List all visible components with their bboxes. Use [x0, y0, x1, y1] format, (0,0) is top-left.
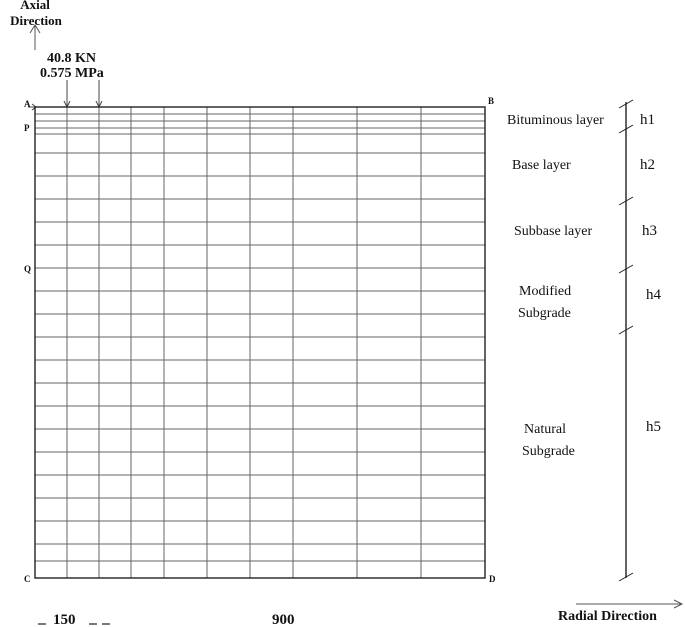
load-pressure-label: 0.575 MPa [40, 66, 104, 81]
axial-label-line1: Axial [20, 0, 50, 12]
layer-5-name-line1: Natural [524, 422, 566, 437]
layer-3-name: Subbase layer [514, 224, 593, 239]
corner-label-c: C [24, 574, 31, 584]
thickness-label-h5: h5 [646, 419, 661, 435]
layer-5-name-line2: Subgrade [522, 444, 575, 459]
layer-1-name: Bituminous layer [507, 113, 604, 128]
thickness-label-h2: h2 [640, 157, 655, 173]
corner-label-a: A [24, 99, 31, 109]
corner-label-q: Q [24, 264, 32, 274]
load-arrow-right [96, 80, 102, 107]
load-force-label: 40.8 KN [47, 51, 96, 66]
radial-direction-arrow [576, 600, 682, 608]
dimension-left-width: 150 [53, 612, 76, 627]
corner-label-p: P [24, 123, 30, 133]
axial-label-line2: Direction [10, 13, 62, 28]
corner-label-b: B [488, 96, 495, 106]
layer-2-name: Base layer [512, 158, 571, 173]
mesh-boundary [35, 107, 485, 578]
load-arrow-left [64, 80, 70, 107]
thickness-label-h4: h4 [646, 287, 661, 303]
dimension-right-width: 900 [272, 612, 295, 627]
finite-element-mesh [35, 107, 485, 578]
layer-4-name-line2: Subgrade [518, 306, 571, 321]
thickness-label-h1: h1 [640, 112, 655, 128]
axial-direction-arrow [30, 25, 40, 50]
radial-direction-label: Radial Direction [558, 609, 657, 624]
layer-4-name-line1: Modified [519, 284, 572, 299]
corner-label-d: D [489, 574, 496, 584]
thickness-label-h3: h3 [642, 223, 657, 239]
